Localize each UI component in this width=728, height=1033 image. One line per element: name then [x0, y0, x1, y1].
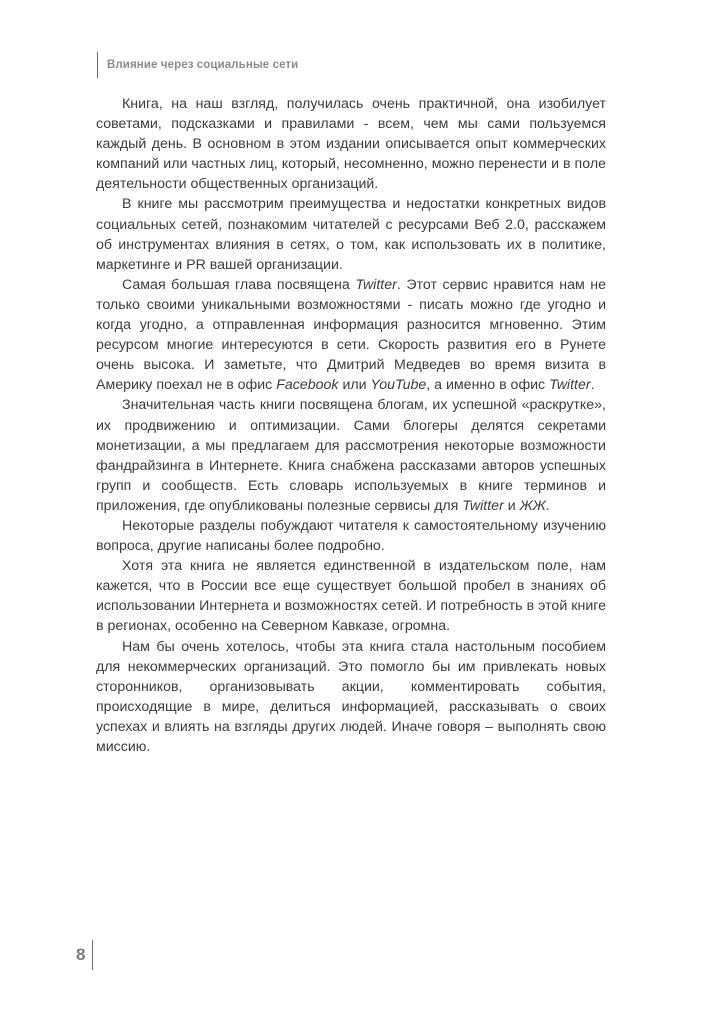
text-run: .: [545, 497, 550, 514]
text-run: и: [503, 497, 520, 514]
paragraph: [96, 275, 606, 396]
italic-term: ЖЖ: [519, 497, 546, 514]
italic-term: Facebook: [276, 377, 339, 394]
text-run: Хотя эта книга не является единственной в издательском поле, нам кажется, что в России все еще существует большой пробел в знаниях об использовании Интернета и возможностях сетей. И потребность в этой книге в регионах, особенно на Северном Кавказе, огромна.: [96, 558, 606, 635]
paragraph: [96, 194, 606, 274]
running-head: [97, 52, 298, 78]
running-head-title: Влияние через социальные сети: [107, 59, 299, 71]
page-number: 8: [76, 945, 86, 964]
folio: [76, 940, 93, 970]
text-run: .: [590, 377, 595, 394]
paragraph: [96, 556, 606, 636]
text-run: Значительная часть книги посвящена блогам, их успешной «раскрутке», их продвижению и оптимизации. Сами блогеры делятся секретами монетизации, а мы предлагаем для рассмотрения некоторые возможности фандрайзинга в Интернете. Книга снабжена рассказами авторов успешных групп и сообществ. Есть словарь используемых в книге терминов и приложения, где опубликованы полезные сервисы для: [96, 397, 606, 514]
text-run: . Этот сервис нравится нам не только своими уникальными возможностями - писать можно где угодно и когда угодно, а отправленная информация разносится мгновенно. Этим ресурсом многие интересуются в сети. Скорость развития его в Рунете очень высока. И заметьте, что Дмитрий Медведев во время визита в Америку поехал не в офис: [96, 276, 606, 394]
paragraph: [96, 637, 606, 758]
italic-term: Twitter: [549, 377, 591, 394]
folio-rule: [92, 940, 93, 970]
italic-term: YouTube: [370, 377, 427, 394]
text-run: Некоторые разделы побуждают читателя к самостоятельному изучению вопроса, другие написаны более подробно.: [96, 517, 606, 555]
paragraph: [96, 94, 606, 194]
paragraph: [96, 395, 606, 516]
body-text: [96, 94, 606, 757]
italic-term: Twitter: [355, 276, 397, 293]
text-run: В книге мы рассмотрим преимущества и недостатки конкретных видов социальных сетей, познакомим читателей с ресурсами Веб 2.0, расскажем об инструментах влияния в сетях, о том, как использовать их в политике, маркетинге и PR вашей организации.: [96, 196, 606, 273]
text-run: или: [338, 377, 371, 394]
paragraph: [96, 516, 606, 556]
text-run: , а именно в офис: [426, 377, 550, 394]
italic-term: Twitter: [462, 497, 504, 514]
text-run: Самая большая глава посвящена: [122, 276, 356, 293]
text-run: Книга, на наш взгляд, получилась очень практичной, она изобилует советами, подсказками и правилами - всем, чем мы сами пользуемся каждый день. В основном в этом издании описывается опыт коммерческих компаний или частных лиц, который, несомненно, можно перенести и в поле деятельности общественных организаций.: [96, 96, 606, 193]
text-run: Нам бы очень хотелось, чтобы эта книга стала настольным пособием для некоммерческих организаций. Это помогло бы им привлекать новых сторонников, организовывать акции, комментировать события, происходящие в мире, делиться информацией, рассказывать о своих успехах и влиять на взгляды других людей. Иначе говоря – выполнять свою миссию.: [96, 638, 606, 755]
